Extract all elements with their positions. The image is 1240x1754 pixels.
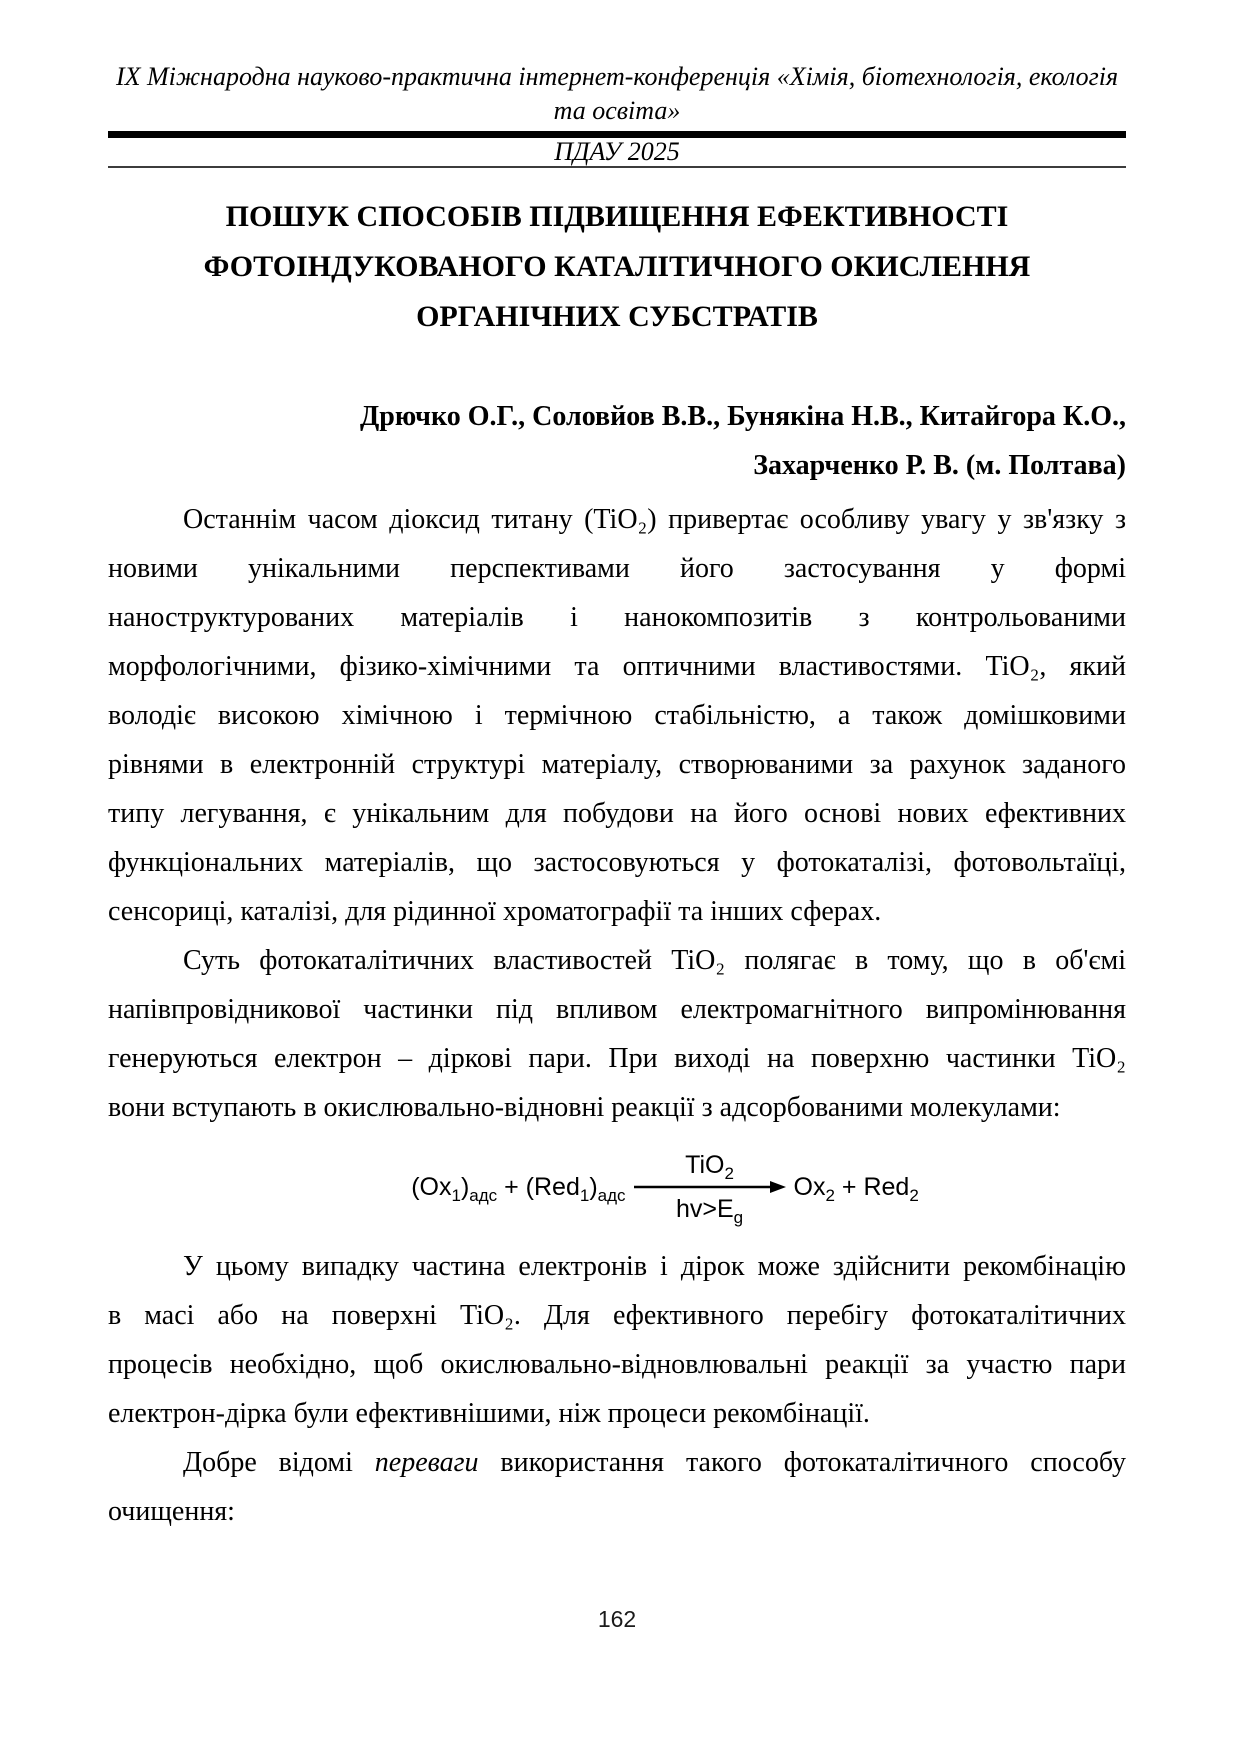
text-line: новими унікальними перспективами його застосування у формі bbox=[108, 553, 1126, 584]
equation-lhs: $(Ox_1)_{адс} + (Red_1)_{адс}$ bbox=[411, 1172, 626, 1205]
header-divider-thin bbox=[108, 166, 1126, 168]
authors-block bbox=[108, 392, 1126, 490]
text-line: морфологічними, фізико-хімічними та оптичними властивостями. TiO₂, який bbox=[108, 651, 1126, 682]
equation-arrow-group bbox=[634, 1150, 786, 1227]
emphasized-word: переваги bbox=[374, 1447, 479, 1478]
text-line: напівпровідникової частинки під впливом електромагнітного випромінювання bbox=[108, 994, 1126, 1025]
page-number: 162 bbox=[597, 1606, 637, 1632]
title-line: ОРГАНІЧНИХ СУБСТРАТІВ bbox=[416, 300, 818, 333]
text-line: вони вступають в окислювально-відновні реакції з адсорбованими молекулами: bbox=[108, 1092, 1061, 1123]
equation-condition-top: TiO$_2$ bbox=[685, 1151, 734, 1183]
title-line: ПОШУК СПОСОБІВ ПІДВИЩЕННЯ ЕФЕКТИВНОСТІ bbox=[225, 200, 1009, 233]
text-line: У цьому випадку частина електронів і дірок може здійснити рекомбінацію bbox=[183, 1251, 1126, 1282]
text-line: процесів необхідно, щоб окислювально-відновлювальні реакції за участю пари bbox=[108, 1349, 1126, 1380]
conference-header bbox=[108, 0, 1126, 128]
paragraph-1 bbox=[108, 495, 1126, 936]
article-title bbox=[108, 192, 1126, 342]
author-line: Захарченко Р. В. (м. Полтава) bbox=[753, 450, 1126, 481]
page-content bbox=[108, 0, 1126, 1536]
text-line: Останнім часом діоксид титану (TiO₂) привертає особливу увагу у зв'язку з bbox=[183, 504, 1126, 535]
text-line: наноструктурованих матеріалів і нанокомпозитів з контрольованими bbox=[108, 602, 1126, 633]
reaction-equation bbox=[156, 1132, 1174, 1242]
paragraph-3 bbox=[108, 1242, 1126, 1438]
text-line: функціональних матеріалів, що застосовуються у фотокаталізі, фотовольтаїці, bbox=[108, 847, 1126, 878]
text-line: очищення: bbox=[108, 1496, 235, 1527]
reaction-arrow-icon bbox=[634, 1180, 786, 1194]
article-body bbox=[108, 495, 1126, 1536]
text-line: генеруються електрон – діркові пари. При виході на поверхню частинки TiO₂ bbox=[108, 1043, 1126, 1074]
text-line: Суть фотокаталітичних властивостей TiO₂ полягає в тому, що в об'ємі bbox=[183, 945, 1126, 976]
equation-condition-bottom: $hv>E_g$ bbox=[675, 1195, 744, 1227]
paragraph-2 bbox=[108, 936, 1126, 1132]
title-line: ФОТОІНДУКОВАНОГО КАТАЛІТИЧНОГО ОКИСЛЕННЯ bbox=[203, 250, 1031, 283]
equation-rhs: $Ox_2 + Red_2$ bbox=[793, 1172, 919, 1205]
conference-title-line: та освіта» bbox=[553, 96, 681, 125]
conference-title-line: ІХ Міжнародна науково-практична інтернет-конференція «Хімія, біотехнологія, екологія bbox=[115, 62, 1119, 91]
edition-label: ПДАУ 2025 bbox=[554, 137, 680, 166]
text-line: рівнями в електронній структурі матеріалу, створюваними за рахунок заданого bbox=[108, 749, 1126, 780]
text-line: володіє високою хімічною і термічною стабільністю, а також домішковими bbox=[108, 700, 1126, 731]
text-line: сенсориці, каталізі, для рідинної хроматографії та інших сферах. bbox=[108, 896, 882, 927]
text-line: електрон-дірка були ефективнішими, ніж процеси рекомбінації. bbox=[108, 1398, 870, 1429]
author-line: Дрючко О.Г., Соловйов В.В., Бунякіна Н.В., Китайгора К.О., bbox=[360, 401, 1126, 432]
paragraph-4 bbox=[108, 1438, 1126, 1536]
text-line: типу легування, є унікальним для побудови на його основі нових ефективних bbox=[108, 798, 1126, 829]
text-line: в масі або на поверхні TiO₂. Для ефективного перебігу фотокаталітичних bbox=[108, 1300, 1126, 1331]
text-line: Добре відомі переваги використання такого фотокаталітичного способу bbox=[183, 1447, 1126, 1478]
